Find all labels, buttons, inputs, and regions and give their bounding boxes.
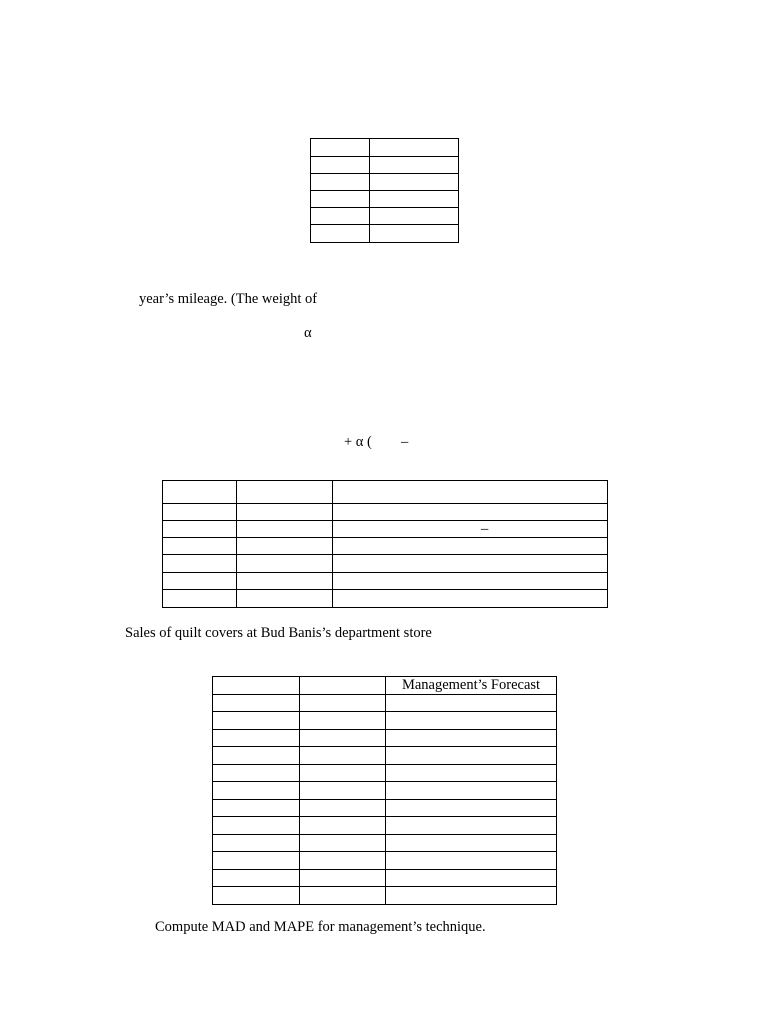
quilt-caption: Sales of quilt covers at Bud Banis’s department store [125, 625, 432, 641]
mileage-table [310, 138, 459, 243]
table-cell [237, 538, 333, 555]
smoothing-table [162, 480, 608, 608]
compute-instruction: Compute MAD and MAPE for management’s technique. [155, 919, 486, 935]
table-cell [213, 677, 300, 695]
table2-minus: – [481, 521, 489, 537]
table-cell [300, 852, 386, 870]
table-cell [386, 765, 557, 782]
table-cell [386, 817, 557, 835]
table-cell [237, 555, 333, 573]
table-cell [386, 835, 557, 852]
table-cell [237, 504, 333, 521]
table-cell [300, 712, 386, 730]
quilt-forecast-table [212, 676, 557, 905]
table-cell [213, 817, 300, 835]
table-cell [386, 800, 557, 817]
table-cell [386, 712, 557, 730]
table-cell [213, 800, 300, 817]
table-cell [370, 191, 459, 208]
table-cell [237, 521, 333, 538]
table-cell [300, 695, 386, 712]
table-cell [300, 800, 386, 817]
table-cell [386, 782, 557, 800]
table-cell [386, 852, 557, 870]
table-cell [333, 555, 608, 573]
table-cell [213, 870, 300, 887]
table-cell [300, 782, 386, 800]
table-cell [311, 139, 370, 157]
table-cell [300, 730, 386, 747]
table-cell [370, 139, 459, 157]
table-cell [300, 887, 386, 905]
table-cell [300, 817, 386, 835]
table-cell [163, 555, 237, 573]
table-cell [213, 782, 300, 800]
table-cell [370, 174, 459, 191]
alpha-symbol: α [304, 325, 312, 341]
formula-minus: – [401, 434, 409, 450]
table-header-management-forecast: Management’s Forecast [386, 677, 557, 695]
table-cell [300, 835, 386, 852]
table-cell [213, 712, 300, 730]
table-cell [311, 174, 370, 191]
table-cell [300, 677, 386, 695]
table-cell [163, 538, 237, 555]
table-cell [163, 481, 237, 504]
table-cell [370, 208, 459, 225]
table-cell [213, 695, 300, 712]
table-cell [370, 225, 459, 243]
table-cell [213, 887, 300, 905]
table-cell [333, 504, 608, 521]
table-cell [213, 765, 300, 782]
table-cell [300, 765, 386, 782]
table-cell [163, 521, 237, 538]
table-cell [213, 730, 300, 747]
table-cell [300, 747, 386, 765]
table-cell [163, 504, 237, 521]
table-cell [311, 191, 370, 208]
table-cell [333, 573, 608, 590]
table-cell [333, 538, 608, 555]
table-cell [237, 573, 333, 590]
table-cell [370, 157, 459, 174]
table-cell [311, 157, 370, 174]
table-cell [213, 852, 300, 870]
table-cell [311, 225, 370, 243]
paragraph-fragment: year’s mileage. (The weight of [139, 291, 318, 307]
table-cell [386, 730, 557, 747]
table-cell [386, 887, 557, 905]
table-cell [237, 481, 333, 504]
table-cell [163, 590, 237, 608]
table-cell [237, 590, 333, 608]
table-cell [386, 747, 557, 765]
table-cell [386, 870, 557, 887]
table-cell [163, 573, 237, 590]
table-cell [386, 695, 557, 712]
table-cell [333, 590, 608, 608]
table-cell [333, 481, 608, 504]
table-cell [333, 521, 608, 538]
table-cell [213, 747, 300, 765]
table-cell [213, 835, 300, 852]
formula-plus-alpha: + α ( [344, 434, 372, 450]
table-cell [300, 870, 386, 887]
table-cell [311, 208, 370, 225]
